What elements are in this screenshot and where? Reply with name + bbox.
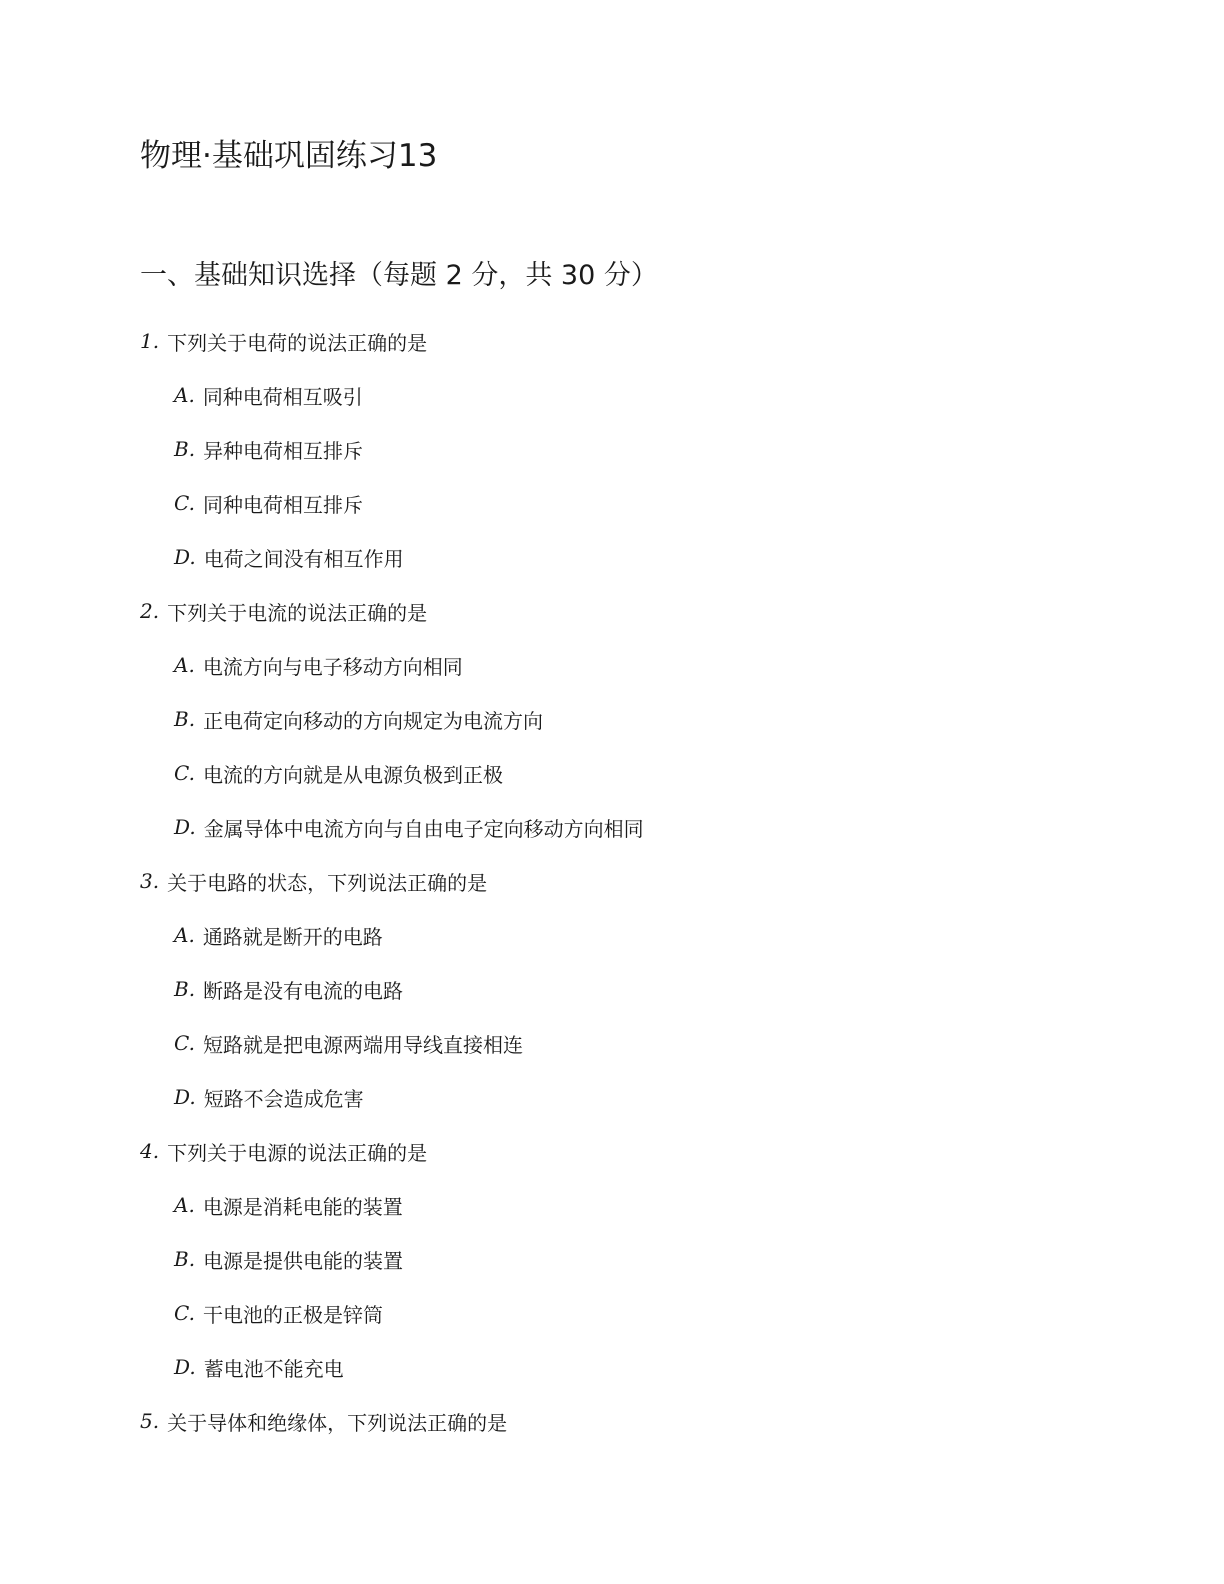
question-number: 5.	[140, 1409, 160, 1433]
question-4-option-b	[140, 1232, 1120, 1286]
question-stem: 关于导体和绝缘体，下列说法正确的是	[167, 1410, 508, 1435]
option-letter: C.	[174, 761, 195, 785]
option-text: 电源是提供电能的装置	[203, 1248, 404, 1273]
option-text: 通路就是断开的电路	[202, 924, 383, 949]
question-4-option-c	[140, 1286, 1120, 1340]
option-letter: C.	[174, 1301, 195, 1325]
question-2	[140, 584, 1120, 638]
question-3	[140, 854, 1120, 908]
option-text: 电荷之间没有相互作用	[203, 546, 404, 571]
option-text: 干电池的正极是锌筒	[202, 1302, 383, 1327]
question-stem: 下列关于电荷的说法正确的是	[167, 330, 428, 355]
question-3-option-b	[140, 962, 1120, 1016]
question-number: 3.	[140, 869, 160, 893]
question-3-option-c	[140, 1016, 1120, 1070]
question-2-option-b	[140, 692, 1120, 746]
question-4-option-d	[140, 1340, 1120, 1394]
question-2-option-c	[140, 746, 1120, 800]
option-letter: D.	[174, 1355, 196, 1379]
question-list	[140, 314, 1120, 1448]
option-letter: B.	[174, 1247, 196, 1271]
option-text: 短路就是把电源两端用导线直接相连	[202, 1032, 523, 1057]
option-letter: B.	[174, 437, 196, 461]
question-stem: 下列关于电流的说法正确的是	[167, 600, 428, 625]
option-text: 同种电荷相互吸引	[202, 384, 363, 409]
option-text: 电流的方向就是从电源负极到正极	[202, 762, 503, 787]
question-2-option-d	[140, 800, 1120, 854]
option-letter: B.	[174, 707, 196, 731]
option-letter: A.	[174, 653, 195, 677]
question-1-option-d	[140, 530, 1120, 584]
question-4	[140, 1124, 1120, 1178]
option-text: 电流方向与电子移动方向相同	[202, 654, 463, 679]
option-letter: A.	[174, 383, 195, 407]
option-letter: A.	[174, 1193, 195, 1217]
question-1-option-c	[140, 476, 1120, 530]
question-number: 2.	[140, 599, 160, 623]
question-5	[140, 1394, 1120, 1448]
document-title: 物理·基础巩固练习13	[140, 138, 438, 174]
option-text: 正电荷定向移动的方向规定为电流方向	[203, 708, 544, 733]
question-4-option-a	[140, 1178, 1120, 1232]
question-2-option-a	[140, 638, 1120, 692]
question-3-option-d	[140, 1070, 1120, 1124]
question-stem: 下列关于电源的说法正确的是	[167, 1140, 428, 1165]
question-1-option-b	[140, 422, 1120, 476]
option-letter: D.	[174, 1085, 196, 1109]
option-text: 蓄电池不能充电	[203, 1356, 344, 1381]
option-text: 异种电荷相互排斥	[203, 438, 364, 463]
question-3-option-a	[140, 908, 1120, 962]
question-stem: 关于电路的状态，下列说法正确的是	[167, 870, 488, 895]
question-number: 1.	[140, 329, 160, 353]
question-1-option-a	[140, 368, 1120, 422]
option-letter: C.	[174, 1031, 195, 1055]
section-title: 一、基础知识选择（每题 2 分，共 30 分）	[140, 260, 658, 291]
option-text: 同种电荷相互排斥	[202, 492, 363, 517]
option-letter: D.	[174, 545, 196, 569]
option-text: 金属导体中电流方向与自由电子定向移动方向相同	[203, 816, 644, 841]
option-text: 短路不会造成危害	[203, 1086, 364, 1111]
option-text: 断路是没有电流的电路	[203, 978, 404, 1003]
question-number: 4.	[140, 1139, 160, 1163]
option-letter: D.	[174, 815, 196, 839]
option-letter: B.	[174, 977, 196, 1001]
option-letter: C.	[174, 491, 195, 515]
option-letter: A.	[174, 923, 195, 947]
option-text: 电源是消耗电能的装置	[202, 1194, 403, 1219]
question-1	[140, 314, 1120, 368]
